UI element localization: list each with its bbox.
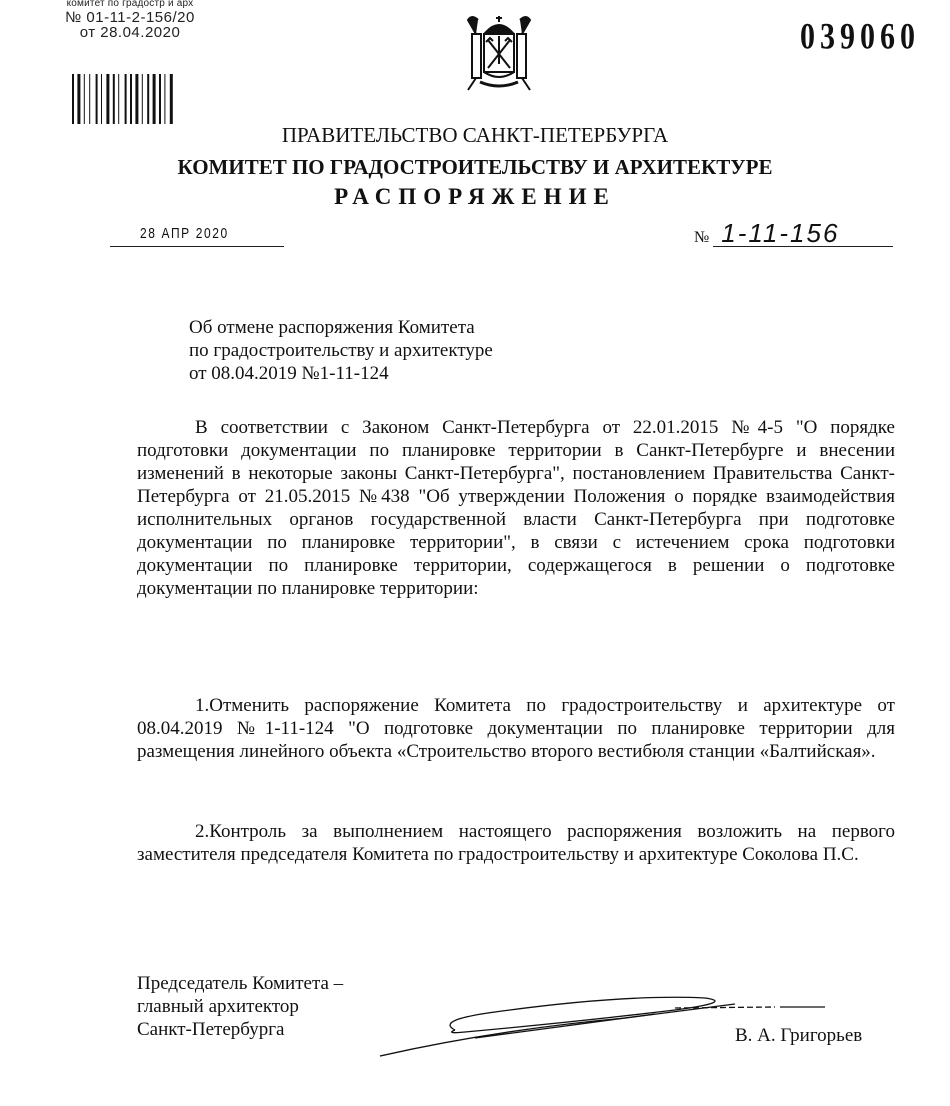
- barcode-bar: [106, 74, 109, 124]
- signatory-title-line: Санкт-Петербурга: [137, 1019, 285, 1040]
- signatory-title-line: Председатель Комитета –: [137, 973, 344, 994]
- barcode-bar: [118, 74, 119, 124]
- signatory-title-line: главный архитектор: [137, 996, 299, 1017]
- document-type-heading: РАСПОРЯЖЕНИЕ: [334, 184, 616, 209]
- order-number: 1-11-156: [713, 220, 893, 247]
- registration-stamp: [30, 0, 230, 40]
- document-subject: [189, 316, 493, 385]
- barcode-bar: [84, 74, 85, 124]
- subject-line: Об отмене распоряжения Комитета: [189, 317, 475, 338]
- barcode-bar: [170, 74, 173, 124]
- committee-heading: КОМИТЕТ ПО ГРАДОСТРОИТЕЛЬСТВУ И АРХИТЕКТУРЕ: [177, 155, 773, 179]
- paragraph-text: 2.Контроль за выполнением настоящего распоряжения возложить на первого заместителя председателя Комитета по градостроительству и архитектуре Соколова П.С.: [137, 821, 895, 865]
- order-number-field: [694, 220, 893, 247]
- barcode-bar: [130, 74, 132, 124]
- signatory-name: В. А. Григорьев: [735, 1025, 863, 1046]
- clause-2: [137, 820, 895, 866]
- order-date: 28 АПР 2020: [140, 225, 229, 242]
- stamp-reg-number: № 01-11-2-156/20: [65, 9, 195, 26]
- barcode-bar: [77, 74, 80, 124]
- barcode-bar: [135, 74, 138, 124]
- government-heading: ПРАВИТЕЛЬСТВО САНКТ-ПЕТЕРБУРГА: [281, 123, 669, 147]
- barcode-icon: [72, 74, 194, 124]
- barcode-bar: [101, 74, 102, 124]
- barcode-bar: [113, 74, 115, 124]
- barcode-bar: [147, 74, 149, 124]
- barcode-bar: [153, 74, 156, 124]
- preamble-paragraph: [137, 416, 895, 600]
- coat-of-arms-icon: [464, 12, 534, 94]
- barcode-bar: [142, 74, 143, 124]
- paragraph-text: В соответствии с Законом Санкт-Петербурга от 22.01.2015 №4-5 "О порядке подготовки документации по планировке территории в Санкт-Петербурге и внесении изменений в некоторые законы Санкт-Петербурга", постановлением Правительства Санкт-Петербурга от 21.05.2015 №438 "Об утверждении Положения о порядке взаимодействия исполнительных органов государственной власти Санкт-Петербурга при подготовке документации по планировке территории", в связи с истечением срока подготовки документации по планировке территории, содержащегося в решении о подготовке документации по планировке территории:: [137, 417, 895, 599]
- paragraph-text: 1.Отменить распоряжение Комитета по градостроительству и архитектуре от 08.04.2019 №1-11-124 "О подготовке документации по планировке территории для размещения линейного объекта «Строительство второго вестибюля станции «Балтийская».: [137, 695, 895, 762]
- barcode-bar: [159, 74, 161, 124]
- stamp-committee: комитет по градостр и арх: [66, 0, 194, 9]
- clause-1: [137, 694, 895, 763]
- signatory-title: [137, 972, 343, 1041]
- serial-number: 039060: [800, 16, 920, 58]
- stamp-reg-date: от 28.04.2020: [79, 24, 181, 41]
- number-sign: №: [694, 229, 710, 246]
- order-date-field: [110, 225, 284, 247]
- subject-line: от 08.04.2019 №1-11-124: [189, 363, 389, 384]
- barcode-bar: [72, 74, 74, 124]
- barcode-bar: [125, 74, 127, 124]
- barcode-bar: [89, 74, 90, 124]
- barcode-bar: [96, 74, 98, 124]
- barcode-bar: [164, 74, 165, 124]
- subject-line: по градостроительству и архитектуре: [189, 340, 493, 361]
